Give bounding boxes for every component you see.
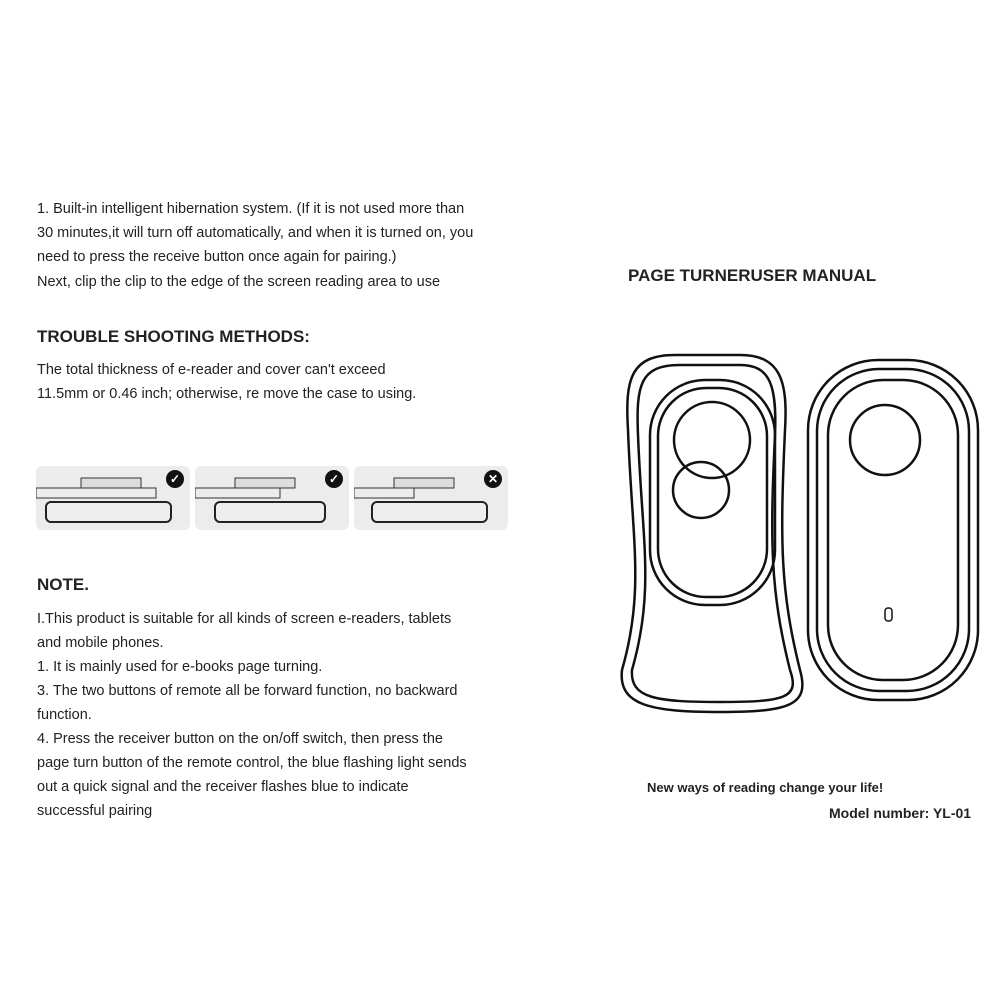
remote-illustration [600,340,1000,730]
slogan: New ways of reading change your life! [647,780,884,795]
intro-line: 30 minutes,it will turn off automatically, and when it is turned on, you [37,225,474,241]
model-number: Model number: YL-01 [829,805,972,821]
illustration-correct-1 [36,466,190,530]
note-line: and mobile phones. [37,635,164,651]
check-icon: ✓ [166,470,184,488]
note-line: function. [37,707,92,723]
intro-line: 1. Built-in intelligent hibernation system. (If it is not used more than [37,201,465,217]
trouble-line: 11.5mm or 0.46 inch; otherwise, re move the case to using. [37,386,417,402]
note-line: 1. It is mainly used for e-books page turning. [37,659,323,675]
illustration-incorrect [354,466,508,530]
cross-icon: ✕ [484,470,502,488]
note-line: 4. Press the receiver button on the on/off switch, then press the [37,731,443,747]
note-line: 3. The two buttons of remote all be forward function, no backward [37,683,458,699]
note-line: successful pairing [37,803,153,819]
note-line: page turn button of the remote control, the blue flashing light sends [37,755,467,771]
intro-line: Next, clip the clip to the edge of the screen reading area to use [37,274,441,290]
intro-line: need to press the receive button once again for pairing.) [37,249,397,265]
illustration-correct-2 [195,466,349,530]
note-line: out a quick signal and the receiver flashes blue to indicate [37,779,409,795]
note-line: I.This product is suitable for all kinds of screen e-readers, tablets [37,611,452,627]
manual-title: PAGE TURNERUSER MANUAL [628,266,877,285]
trouble-heading: TROUBLE SHOOTING METHODS: [37,327,310,346]
trouble-line: The total thickness of e-reader and cover can't exceed [37,362,386,378]
note-heading: NOTE. [37,575,89,594]
check-icon: ✓ [325,470,343,488]
